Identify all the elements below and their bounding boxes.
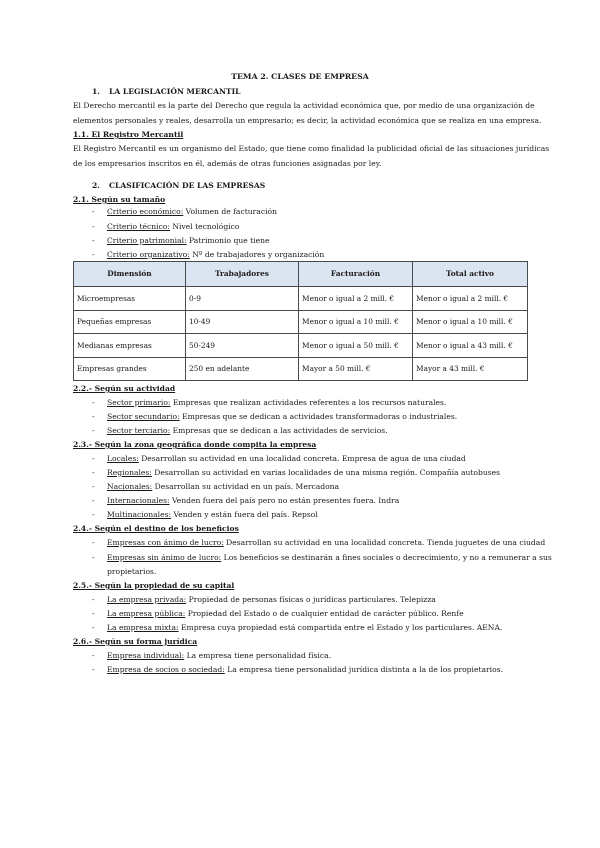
item-text: Los beneficios se destinarán a fines sociales o decrecimiento, y no a remunerar a sus [221, 553, 552, 562]
dash-bullet: - [92, 468, 95, 477]
list-item-continuation: propietarios. [107, 567, 157, 576]
item-label: La empresa pública: [107, 609, 186, 618]
section-1-para-line-1: El Derecho mercantil es la parte del Derecho que regula la actividad económica que, por medio de una organización de [73, 101, 535, 110]
table-cell: 10-49 [186, 310, 299, 334]
dash-bullet: - [92, 250, 95, 259]
table-cell: 250 en adelante [186, 357, 299, 381]
item-label: La empresa privada: [107, 595, 187, 604]
group-2-4-heading: 2.4.- Según el destino de los beneficios [73, 524, 239, 533]
item-label: Empresas sin ánimo de lucro: [107, 553, 222, 562]
table-cell: Menor o igual a 2 mill. € [299, 287, 413, 311]
dash-bullet: - [92, 510, 95, 519]
item-label: Sector primario: [107, 398, 171, 407]
dash-bullet: - [92, 236, 95, 245]
table-cell: Pequeñas empresas [74, 310, 186, 334]
item-text: La empresa tiene personalidad jurídica distinta a la de los propietarios. [224, 665, 503, 674]
dash-bullet: - [92, 426, 95, 435]
table-cell: Menor o igual a 2 mill. € [413, 287, 528, 311]
dash-bullet: - [92, 595, 95, 604]
group-2-3-heading: 2.3.- Según la zona geográfica donde compita la empresa [73, 440, 317, 449]
item-label: Nacionales: [107, 482, 153, 491]
item-text: Desarrollan su actividad en un país. Mercadona [152, 482, 340, 491]
item-text: Venden y están fuera del país. Repsol [171, 510, 318, 519]
section-1-para-line-2: elementos personales y reales, desarrolla un empresario; es decir, la actividad económica que se realiza en una empresa. [73, 116, 542, 125]
item-text: Desarrollan su actividad en varias localidades de una misma región. Compañía autobuses [151, 468, 501, 477]
table-cell: Mayor a 50 mill. € [299, 357, 413, 381]
table-cell: Menor o igual a 50 mill. € [299, 334, 413, 358]
table-row [74, 334, 528, 358]
section-2-heading: CLASIFICACIÓN DE LAS EMPRESAS [109, 181, 266, 190]
item-label: Empresa de socios o sociedad: [107, 665, 225, 674]
item-label: Criterio organizativo: [107, 250, 190, 259]
company-size-table [73, 261, 528, 381]
section-1-heading: LA LEGISLACIÓN MERCANTIL [109, 87, 241, 96]
dash-bullet: - [92, 412, 95, 421]
table-cell: Menor o igual a 43 mill. € [413, 334, 528, 358]
item-label: Empresa individual: [107, 651, 185, 660]
item-text: Desarrollan su actividad en una localidad concreta. Tienda juguetes de una ciudad [223, 538, 546, 547]
column-header: Dimensión [74, 262, 186, 287]
item-text: Empresa cuya propiedad está compartida entre el Estado y los particulares. AENA. [178, 623, 503, 632]
table-cell: 50-249 [186, 334, 299, 358]
dash-bullet: - [92, 454, 95, 463]
item-text: Nivel tecnológico [169, 222, 240, 231]
item-label: Empresas con ánimo de lucro: [107, 538, 224, 547]
table-row [74, 310, 528, 334]
group-2-2-heading: 2.2.- Según su actividad [73, 384, 176, 393]
item-label: Criterio técnico: [107, 222, 170, 231]
subsection-1-1-heading: 1.1. El Registro Mercantil [73, 130, 184, 139]
dash-bullet: - [92, 207, 95, 216]
item-text: La empresa tiene personalidad física. [184, 651, 332, 660]
table-cell: 0-9 [186, 287, 299, 311]
dash-bullet: - [92, 538, 95, 547]
table-row [74, 357, 528, 381]
section-1-number: 1. [92, 87, 100, 96]
item-label: Locales: [107, 454, 139, 463]
column-header: Trabajadores [186, 262, 299, 287]
table-cell: Microempresas [74, 287, 186, 311]
item-label: La empresa mixta: [107, 623, 179, 632]
item-text: Nº de trabajadores y organización [189, 250, 325, 259]
dash-bullet: - [92, 665, 95, 674]
dash-bullet: - [92, 482, 95, 491]
item-text: Empresas que se dedican a las actividades de servicios. [170, 426, 388, 435]
item-label: Sector terciario: [107, 426, 171, 435]
item-text: Patrimonio que tiene [186, 236, 270, 245]
table-cell: Menor o igual a 10 mill. € [299, 310, 413, 334]
dash-bullet: - [92, 398, 95, 407]
item-label: Regionales: [107, 468, 152, 477]
item-text: Desarrollan su actividad en una localidad concreta. Empresa de agua de una ciudad [138, 454, 466, 463]
dash-bullet: - [92, 623, 95, 632]
dash-bullet: - [92, 496, 95, 505]
table-cell: Empresas grandes [74, 357, 186, 381]
column-header: Facturación [299, 262, 413, 287]
group-2-5-heading: 2.5.- Según la propiedad de su capital [73, 581, 235, 590]
item-text: Venden fuera del país pero no están presentes fuera. Indra [169, 496, 400, 505]
table-cell: Medianas empresas [74, 334, 186, 358]
item-label: Internacionales: [107, 496, 170, 505]
section-2-number: 2. [92, 181, 100, 190]
item-label: Multinacionales: [107, 510, 172, 519]
table-cell: Menor o igual a 10 mill. € [413, 310, 528, 334]
item-text: Propiedad de personas físicas o jurídicas particulares. Telepizza [186, 595, 436, 604]
table-cell: Mayor a 43 mill. € [413, 357, 528, 381]
item-text: Empresas que se dedican a actividades transformadoras o industriales. [179, 412, 458, 421]
table-header-row [74, 262, 528, 287]
subsection-1-1-para-line-2: de los empresarios inscritos en él, además de otras funciones asignadas por ley. [73, 159, 382, 168]
column-header: Total activo [413, 262, 528, 287]
group-2-1-heading: 2.1. Según su tamaño [73, 195, 166, 204]
document-title: TEMA 2. CLASES DE EMPRESA [231, 72, 369, 81]
dash-bullet: - [92, 651, 95, 660]
group-2-6-heading: 2.6.- Según su forma jurídica [73, 637, 198, 646]
item-label: Criterio patrimonial: [107, 236, 187, 245]
item-label: Sector secundario: [107, 412, 180, 421]
item-label: Criterio económico: [107, 207, 184, 216]
dash-bullet: - [92, 222, 95, 231]
item-text: Volumen de facturación [183, 207, 277, 216]
dash-bullet: - [92, 609, 95, 618]
item-text: Propiedad del Estado o de cualquier entidad de carácter público. Renfe [185, 609, 464, 618]
subsection-1-1-para-line-1: El Registro Mercantil es un organismo del Estado, que tiene como finalidad la publicidad oficial de las situaciones jurídicas [73, 144, 550, 153]
item-text: Empresas que realizan actividades referentes a los recursos naturales. [170, 398, 447, 407]
table-row [74, 287, 528, 311]
dash-bullet: - [92, 553, 95, 562]
